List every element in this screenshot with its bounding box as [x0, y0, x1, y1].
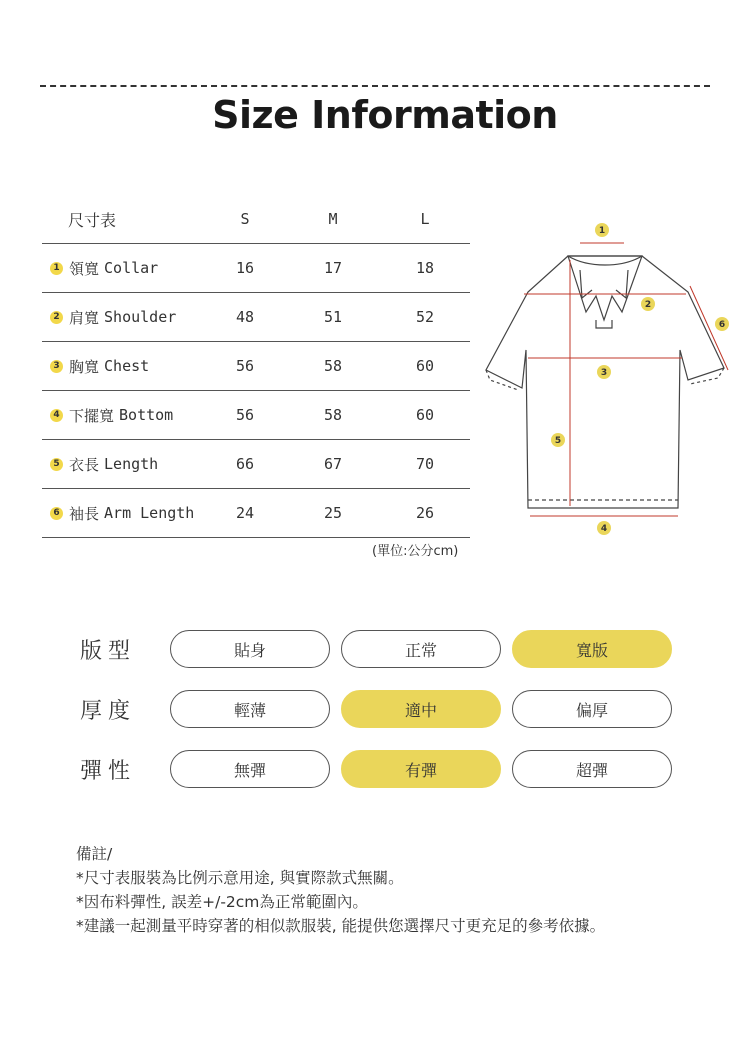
option-pill[interactable]: 有彈 — [341, 750, 501, 788]
value-m: 51 — [323, 308, 343, 326]
marker-5 — [551, 433, 565, 447]
value-l: 18 — [415, 259, 435, 277]
value-s: 56 — [235, 357, 255, 375]
value-l: 26 — [415, 504, 435, 522]
table-row — [42, 440, 470, 489]
svg-text:6: 6 — [718, 320, 726, 330]
marker-6 — [715, 317, 729, 331]
value-s: 66 — [235, 455, 255, 473]
header-s: S — [240, 210, 250, 228]
row-label — [50, 342, 149, 390]
value-m: 58 — [323, 406, 343, 424]
option-label: 版型 — [80, 639, 137, 664]
table-row — [42, 244, 470, 293]
notes-line: *建議一起測量平時穿著的相似款服裝, 能提供您選擇尺寸更充足的參考依據。 — [76, 917, 606, 935]
header-l: L — [420, 210, 430, 228]
row-label — [50, 244, 158, 292]
marker-1 — [595, 223, 609, 237]
value-l: 60 — [415, 406, 435, 424]
value-m: 58 — [323, 357, 343, 375]
notes — [76, 842, 605, 938]
svg-text:2: 2 — [644, 300, 652, 310]
value-s: 24 — [235, 504, 255, 522]
value-l: 52 — [415, 308, 435, 326]
marker-2 — [641, 297, 655, 311]
label-en: Arm Length — [104, 504, 195, 522]
header-m: M — [328, 210, 338, 228]
label-en: Shoulder — [104, 308, 177, 326]
row-label — [50, 440, 158, 488]
diagram-markers — [551, 223, 729, 535]
option-pill[interactable]: 正常 — [341, 630, 501, 668]
value-s: 16 — [235, 259, 255, 277]
svg-text:1: 1 — [598, 226, 606, 236]
value-s: 48 — [235, 308, 255, 326]
option-label: 彈性 — [80, 759, 137, 784]
option-pill[interactable]: 超彈 — [512, 750, 672, 788]
label-zh: 衣長 — [69, 455, 100, 474]
marker-4 — [597, 521, 611, 535]
value-s: 56 — [235, 406, 255, 424]
number-badge: 2 — [50, 311, 63, 324]
value-l: 60 — [415, 357, 435, 375]
value-m: 25 — [323, 504, 343, 522]
number-badge: 6 — [50, 507, 63, 520]
option-pill[interactable]: 無彈 — [170, 750, 330, 788]
top-divider — [40, 85, 710, 87]
label-en: Length — [104, 455, 159, 473]
number-badge: 4 — [50, 409, 63, 422]
label-en: Chest — [104, 357, 150, 375]
option-pill[interactable]: 輕薄 — [170, 690, 330, 728]
notes-heading: 備註/ — [76, 845, 113, 863]
notes-line: *尺寸表服裝為比例示意用途, 與實際款式無關。 — [76, 869, 404, 887]
marker-3 — [597, 365, 611, 379]
table-row — [42, 293, 470, 342]
label-en: Bottom — [119, 406, 174, 424]
label-zh: 領寬 — [69, 259, 100, 278]
shirt-diagram — [478, 220, 733, 540]
number-badge: 1 — [50, 262, 63, 275]
page-title: Size Information — [212, 93, 558, 137]
size-table — [42, 195, 470, 538]
table-row — [42, 391, 470, 440]
svg-text:4: 4 — [600, 524, 608, 534]
svg-text:3: 3 — [600, 368, 608, 378]
table-row — [42, 342, 470, 391]
value-m: 67 — [323, 455, 343, 473]
option-pill[interactable]: 偏厚 — [512, 690, 672, 728]
row-label — [50, 391, 173, 439]
label-zh: 胸寬 — [69, 357, 100, 376]
row-label — [50, 293, 176, 341]
svg-text:5: 5 — [554, 436, 562, 446]
notes-line: *因布料彈性, 誤差+/-2cm為正常範圍內。 — [76, 893, 368, 911]
option-pill[interactable]: 適中 — [341, 690, 501, 728]
option-label: 厚度 — [80, 699, 137, 724]
label-en: Collar — [104, 259, 159, 277]
option-pill[interactable]: 寬版 — [512, 630, 672, 668]
number-badge: 5 — [50, 458, 63, 471]
label-zh: 下擺寬 — [69, 406, 115, 425]
number-badge: 3 — [50, 360, 63, 373]
label-zh: 袖長 — [69, 504, 100, 523]
table-header — [42, 195, 470, 244]
table-row — [42, 489, 470, 538]
value-m: 17 — [323, 259, 343, 277]
row-label — [50, 489, 194, 537]
option-pill[interactable]: 貼身 — [170, 630, 330, 668]
label-zh: 肩寬 — [69, 308, 100, 327]
unit-note: (單位:公分cm) — [372, 544, 459, 559]
header-label: 尺寸表 — [68, 210, 117, 230]
measure-lines — [524, 243, 728, 516]
value-l: 70 — [415, 455, 435, 473]
